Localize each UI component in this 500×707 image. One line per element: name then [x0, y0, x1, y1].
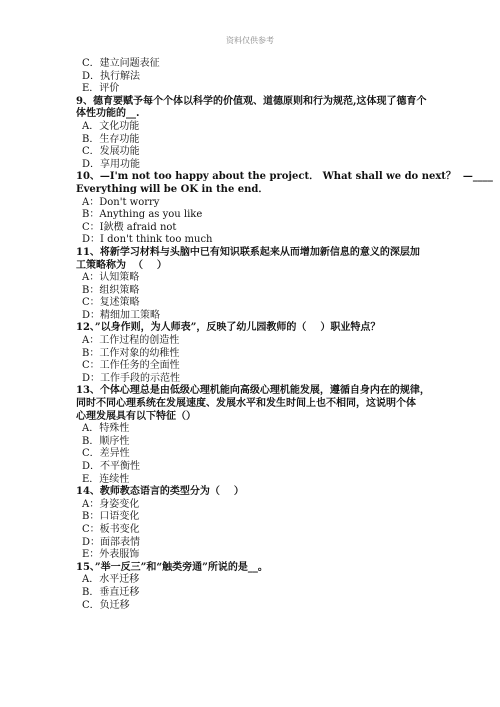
document-body — [76, 58, 493, 612]
question-text-line: 体性功能的__. — [76, 108, 140, 120]
question-text-line: 同时不同心理系统在发展速度、发展水平和发生时间上也不相同，这说明个体 — [76, 398, 416, 410]
answer-option: B：口语变化 — [82, 511, 140, 523]
answer-option: B．顺序性 — [82, 435, 130, 447]
answer-option: A：认知策略 — [82, 272, 140, 284]
answer-option: B．生存功能 — [82, 133, 140, 145]
answer-option: C：I鈥檓 afraid not — [82, 221, 177, 233]
answer-option: E：外表服饰 — [82, 549, 140, 561]
answer-option: E．连续性 — [82, 473, 130, 485]
question-text-line: 15、”举一反三”和“触类旁通”所说的是__。 — [76, 561, 268, 573]
answer-option: B：组织策略 — [82, 284, 140, 296]
answer-option: B：工作对象的幼稚性 — [82, 347, 180, 359]
answer-option: A．特殊性 — [82, 423, 130, 435]
question-text-line: 工策略称为 （ ） — [76, 259, 167, 271]
answer-option: D：面部表情 — [82, 536, 141, 548]
answer-option: C．差异性 — [82, 448, 130, 460]
question-text-line: 13、个体心理总是由低级心理机能向高级心理机能发展，遵循自身内在的规律， — [76, 385, 430, 397]
answer-option: A．水平迁移 — [82, 574, 140, 586]
answer-option: D：精细加工策略 — [82, 309, 161, 321]
answer-option: A：Don't worry — [82, 196, 160, 208]
answer-option: B：Anything as you like — [82, 209, 203, 221]
answer-option: A．文化功能 — [82, 120, 140, 132]
answer-option: C．负迁移 — [82, 599, 130, 611]
answer-option: E．评价 — [82, 83, 120, 95]
answer-option: B．垂直迁移 — [82, 586, 140, 598]
question-text-line: 11、将新学习材料与头脑中已有知识联系起来从而增加新信息的意义的深层加 — [76, 246, 420, 258]
question-text-line: 14、教师教态语言的类型分为（ ） — [76, 486, 244, 498]
question-text-line: 心理发展具有以下特征（） — [76, 410, 196, 422]
answer-option: A：身姿变化 — [82, 498, 140, 510]
question-text-line: Everything will be OK in the end． — [76, 183, 269, 195]
answer-option: D．享用功能 — [82, 158, 141, 170]
answer-option: D．不平衡性 — [82, 461, 141, 472]
answer-option: D．执行解法 — [82, 70, 141, 82]
answer-option: D：I don't think too much — [82, 234, 213, 246]
page-header: 资料仅供参考 — [226, 36, 274, 45]
answer-option: C：工作任务的全面性 — [82, 360, 180, 372]
question-text-line: 10、—I'm not too happy about the project． What shall we do next？ —____ — [76, 171, 493, 183]
question-text-line: 12、”以身作则，为人师表”，反映了幼儿园教师的（ ）职业特点？ — [76, 322, 381, 334]
question-text-line: 9、德育要赋予每个个体以科学的价值观、道德原则和行为规范,这体现了德育个 — [76, 95, 427, 107]
answer-option: C：复述策略 — [82, 297, 140, 309]
answer-option: A：工作过程的创造性 — [82, 335, 180, 347]
answer-option: D：工作手段的示范性 — [82, 372, 181, 384]
answer-option: C．发展功能 — [82, 146, 140, 158]
answer-option: C：板书变化 — [82, 523, 140, 535]
answer-option: C．建立问题表征 — [82, 58, 160, 69]
